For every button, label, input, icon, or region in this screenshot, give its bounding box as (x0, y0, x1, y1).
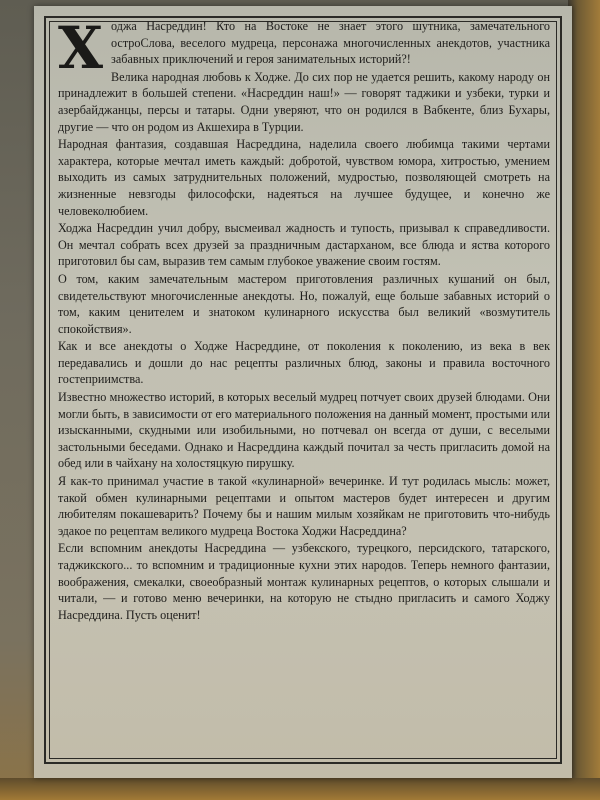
paragraph-2 (58, 69, 550, 135)
paragraph-text: Велика народная любовь к Ходже. До сих пор не удается решить, какому народу он принадлежит в большей степени. «Насреддин наш!» — говорят таджики и узбеки, турки и азербайджанцы, персы и татары. Одни уверяют, что он родился в Вабкенте, близ Бухары, другие — что он родом из Акшехира в Турции. (58, 69, 550, 134)
paragraph-1 (58, 14, 550, 82)
paragraph-text: Народная фантазия, создавшая Насреддина, наделила своего любимца такими чертами характера, которые мечтал иметь каждый: добротой, чувством юмора, хитростью, умением выходить из самых затруднительных положений, мудростью, позволяющей смотреть на жизненные невзгоды философски, надеяться на лучшее будущее, и конечно же человеколюбием. (58, 137, 550, 218)
paragraph-7 (58, 389, 550, 472)
page-text (58, 14, 550, 624)
paragraph-text: Известно множество историй, в которых веселый мудрец потчует своих друзей блюдами. Они могли быть, в зависимости от его материального положения на данный момент, простыми или изысканными, скудными или изобильными, но потчевал он всегда от души, с веселыми застольными беседами. Однако и Насреддина каждый почитал за честь пригласить домой на обед или в чайхану на холостяцкую пирушку. (58, 390, 550, 471)
paragraph-text: Как и все анекдоты о Ходже Насреддине, от поколения к поколению, из века в век передавались и дошли до нас рецепты различных блюд, законы и правила восточного гостеприимства. (58, 339, 550, 387)
paragraph-5 (58, 271, 550, 337)
paragraph-3 (58, 136, 550, 219)
paragraph-text: О том, каким замечательным мастером приготовления различных кушаний он был, свидетельствуют многочисленные анекдоты. Но, пожалуй, еще больше забавных историй о том, каким ценителем и знатоком кулинарного искусства был великий «возмутитель спокойствия». (58, 271, 550, 336)
book-page (34, 6, 572, 778)
paragraph-text: Я как-то принимал участие в такой «кулинарной» вечеринке. И тут родилась мысль: может, такой обмен кулинарными рецептами и опытом мастеров будет интересен и другим любителям покашеварить? Почему бы и нашим милым хозяйкам не приготовить что-нибудь эдакое по рецептам великого мудреца Востока Ходжи Насреддина? (58, 474, 550, 538)
book-edge-right (568, 0, 600, 800)
paragraph-4 (58, 220, 550, 270)
paragraph-6 (58, 338, 550, 388)
paragraph-text: Ходжа Насреддин учил добру, высмеивал жадность и тупость, призывал к справедливости. Он мечтал собрать всех друзей за праздничным дастарханом, все блюда и яства которого приготовил бы сам, выразив тем самым глубокое уважение своим гостям. (58, 221, 550, 269)
paragraph-text: Если вспомним анекдоты Насреддина — узбекского, турецкого, персидского, татарского, таджикского... то вспомним и традиционные кухни этих народов. Теперь немного фантазии, воображения, смекалки, своеобразный монтаж кулинарных рецептов, о которых слышали и читали, — и готово меню вечеринки, на которую не стыдно пригласить и самого Ходжу Насреддина. Пусть оценит! (58, 541, 550, 622)
paragraph-text: оджа Насреддин! Кто на Востоке не знает этого шутника, замечательного остроСлова, веселого мудреца, персонажа многочисленных анекдотов, участника забавных приключений и героя занимательных историй?! (111, 19, 550, 67)
drop-cap: Х (58, 14, 104, 82)
paragraph-8 (58, 473, 550, 539)
book-edge-bottom (0, 778, 600, 800)
paragraph-9 (58, 540, 550, 623)
